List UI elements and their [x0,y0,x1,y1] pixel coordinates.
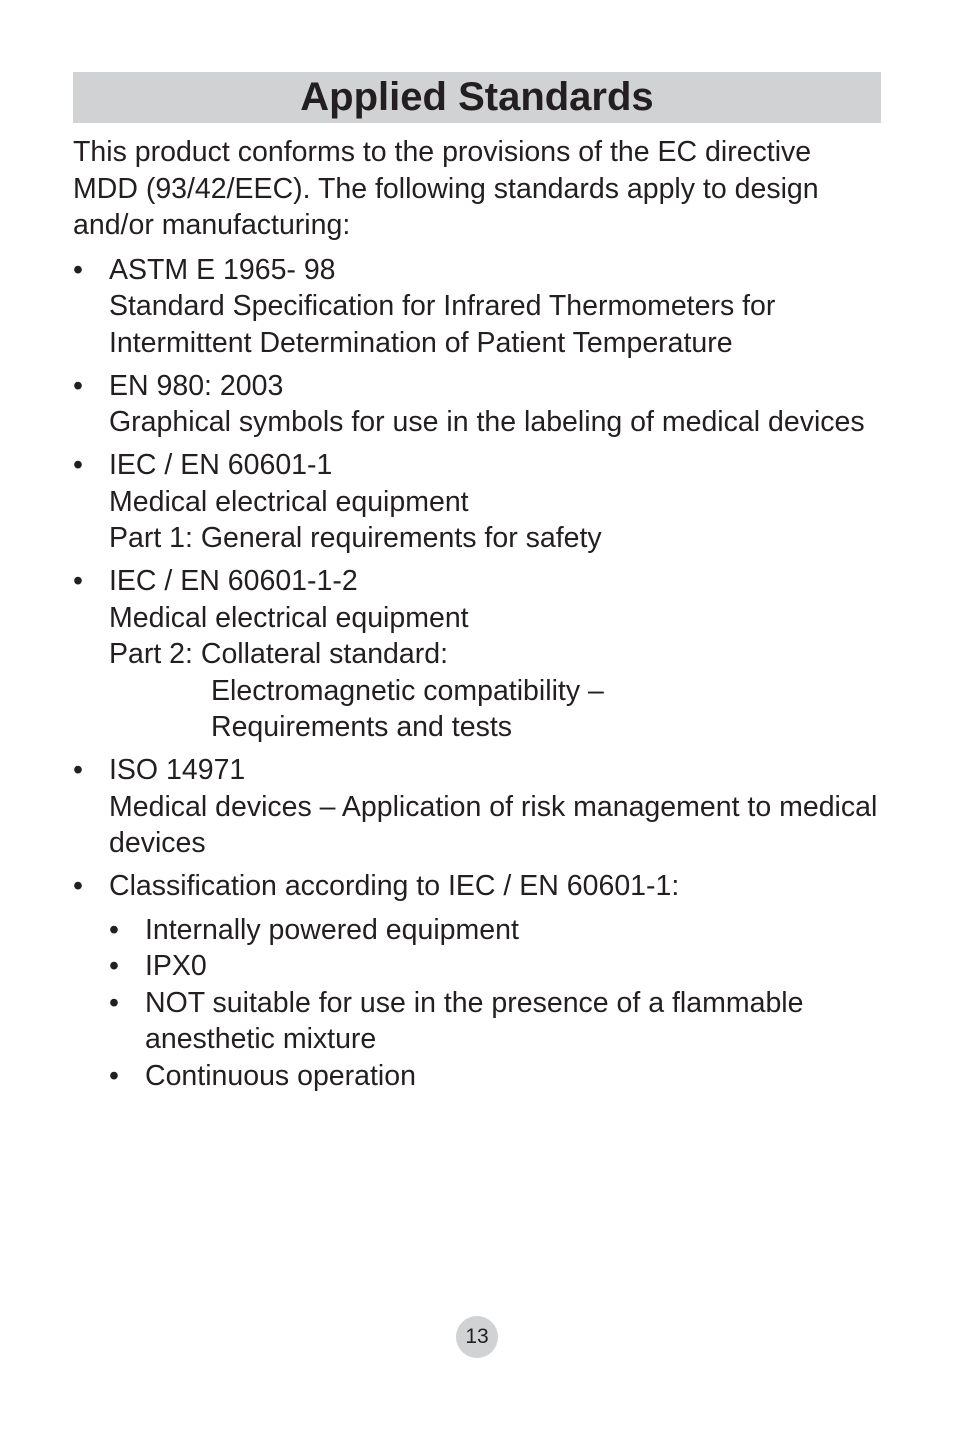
standard-subdescription: Requirements and tests [211,711,512,743]
classification-heading: Classification according to IEC / EN 60601-1: [109,870,680,902]
standard-description: Part 2: Collateral standard: [109,638,449,670]
standard-code: ISO 14971 [109,754,246,786]
classification-entry [109,948,881,985]
standard-code: EN 980: 2003 [109,369,284,402]
classification-text: Continuous operation [145,1059,416,1092]
bullet-icon: • [73,449,83,481]
standard-code: IEC / EN 60601-1-2 [109,565,358,597]
classification-entry [109,1058,881,1095]
standard-subdescription: Electromagnetic compatibility – [211,674,604,707]
classification-entry [109,985,881,1058]
bullet-icon: • [73,369,83,402]
bullet-icon: • [73,253,83,286]
classification-item [73,868,881,1094]
bullet-icon: • [73,565,83,597]
standard-description: Graphical symbols for use in the labeling of medical devices [109,406,865,438]
standard-description: Standard Specification for Infrared Thermometers for Intermittent Determination of Patient Temperature [109,290,776,359]
manual-page [73,72,881,1101]
bullet-icon: • [73,870,83,902]
standard-item [73,368,881,441]
classification-text: IPX0 [145,950,207,982]
standard-item [73,447,881,557]
bullet-icon: • [109,913,119,946]
standards-list [73,252,881,1095]
standard-item [73,563,881,746]
title-bar [73,72,881,123]
bullet-icon: • [109,1059,119,1092]
page-number-badge [456,1316,498,1358]
page-title: Applied Standards [300,75,654,119]
bullet-icon: • [109,986,119,1019]
standard-code: IEC / EN 60601-1 [109,449,333,481]
bullet-icon: • [73,754,83,786]
standard-description: Part 1: General requirements for safety [109,522,602,554]
standard-item [73,752,881,862]
classification-text: Internally powered equipment [145,913,519,946]
intro-paragraph: This product conforms to the provisions of the EC directive MDD (93/42/EEC). The following standards apply to design and/or manufacturing: [73,136,819,241]
standard-description: Medical electrical equipment [109,485,469,518]
classification-entry [109,912,881,949]
standard-item [73,252,881,362]
standard-description: Medical electrical equipment [109,601,469,634]
bullet-icon: • [109,950,119,982]
page-number: 13 [465,1325,489,1348]
standard-description: Medical devices – Application of risk management to medical devices [109,790,878,859]
classification-text: NOT suitable for use in the presence of a flammable anesthetic mixture [145,986,804,1055]
standard-code: ASTM E 1965- 98 [109,253,336,286]
classification-list [109,912,881,1095]
